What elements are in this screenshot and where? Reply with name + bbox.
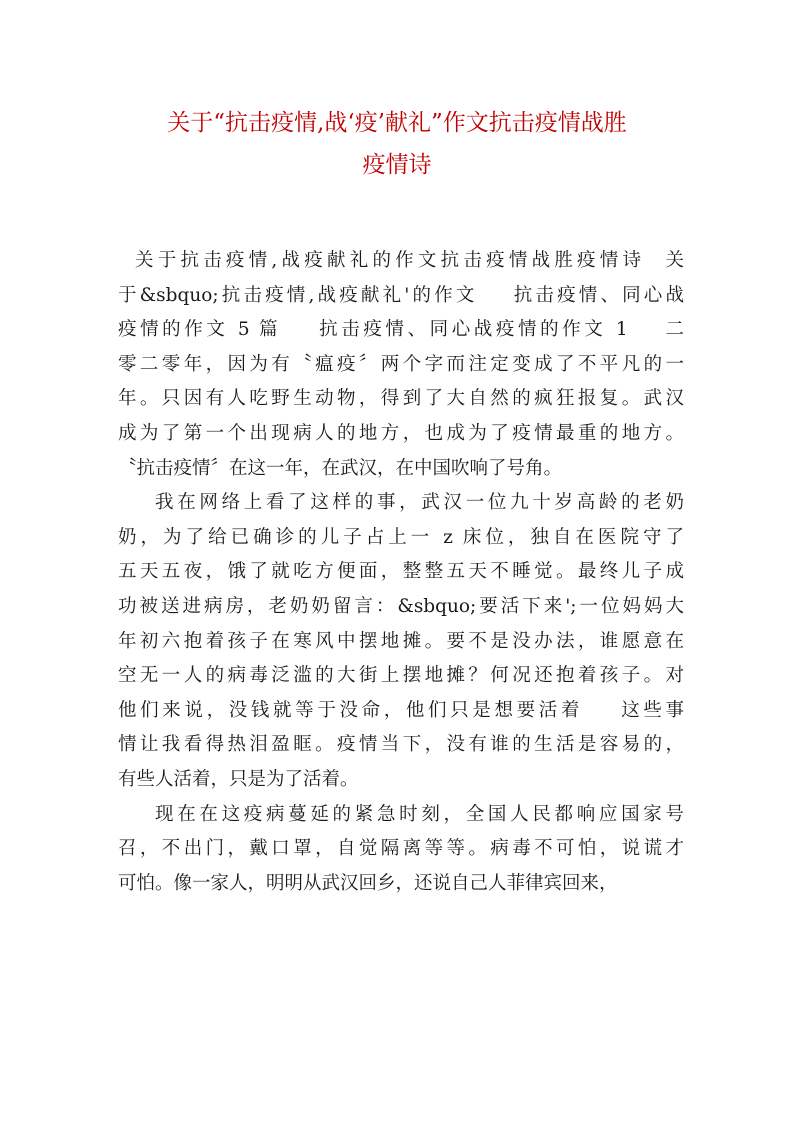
text-line: 年。只因有人吃野生动物，得到了大自然的疯狂报复。武汉 bbox=[118, 388, 684, 410]
text-line: 现在在这疫病蔓延的紧急时刻，全国人民都响应国家号 bbox=[155, 803, 684, 825]
text-line: 零二零年，因为有〝瘟疫〞两个字而注定变成了不平凡的一 bbox=[118, 353, 684, 375]
text-line: 空无一人的病毒泛滥的大街上摆地摊？何况还抱着孩子。对 bbox=[118, 665, 684, 687]
text-line: 功被送进病房，老奶奶留言：&sbquo;要活下来';一位妈妈大 bbox=[118, 595, 684, 617]
text-line: 奶，为了给已确诊的儿子占上一 z 床位，独自在医院守了 bbox=[118, 526, 684, 548]
text-line: 有些人活着，只是为了活着。 bbox=[118, 768, 359, 790]
title-line: 关于“抗击疫情,战‘疫’献礼”作文抗击疫情战胜 bbox=[167, 110, 627, 136]
text-line: 情让我看得热泪盈眶。疫情当下，没有谁的生活是容易的， bbox=[118, 734, 684, 756]
text-line: 关于抗击疫情,战疫献礼的作文抗击疫情战胜疫情诗 关 bbox=[135, 250, 684, 271]
paragraph-2 bbox=[118, 486, 684, 797]
document-body bbox=[118, 244, 684, 901]
text-line: 我在网络上看了这样的事，武汉一位九十岁高龄的老奶 bbox=[155, 492, 684, 514]
text-line: 成为了第一个出现病人的地方，也成为了疫情最重的地方。 bbox=[118, 422, 684, 444]
paragraph-1 bbox=[118, 244, 684, 486]
text-line: 于&sbquo;抗击疫情,战疫献礼'的作文 抗击疫情、同心战 bbox=[118, 284, 684, 306]
text-line: 他们来说，没钱就等于没命，他们只是想要活着 这些事 bbox=[118, 699, 684, 721]
text-line: 疫情的作文 5 篇 抗击疫情、同心战疫情的作文 1 二 bbox=[118, 319, 684, 341]
text-line: 可怕。像一家人，明明从武汉回乡，还说自己人菲律宾回来， bbox=[118, 872, 618, 894]
title-line: 疫情诗 bbox=[362, 152, 432, 178]
document-title bbox=[100, 102, 694, 186]
text-line: 〝抗击疫情〞在这一年，在武汉，在中国吹响了号角。 bbox=[118, 457, 563, 479]
paragraph-3 bbox=[118, 798, 684, 902]
text-line: 召，不出门，戴口罩，自觉隔离等等。病毒不可怕，说谎才 bbox=[118, 838, 684, 860]
text-line: 年初六抱着孩子在寒风中摆地摊。要不是没办法，谁愿意在 bbox=[118, 630, 684, 652]
text-line: 五天五夜，饿了就吃方便面，整整五天不睡觉。最终儿子成 bbox=[118, 561, 684, 583]
